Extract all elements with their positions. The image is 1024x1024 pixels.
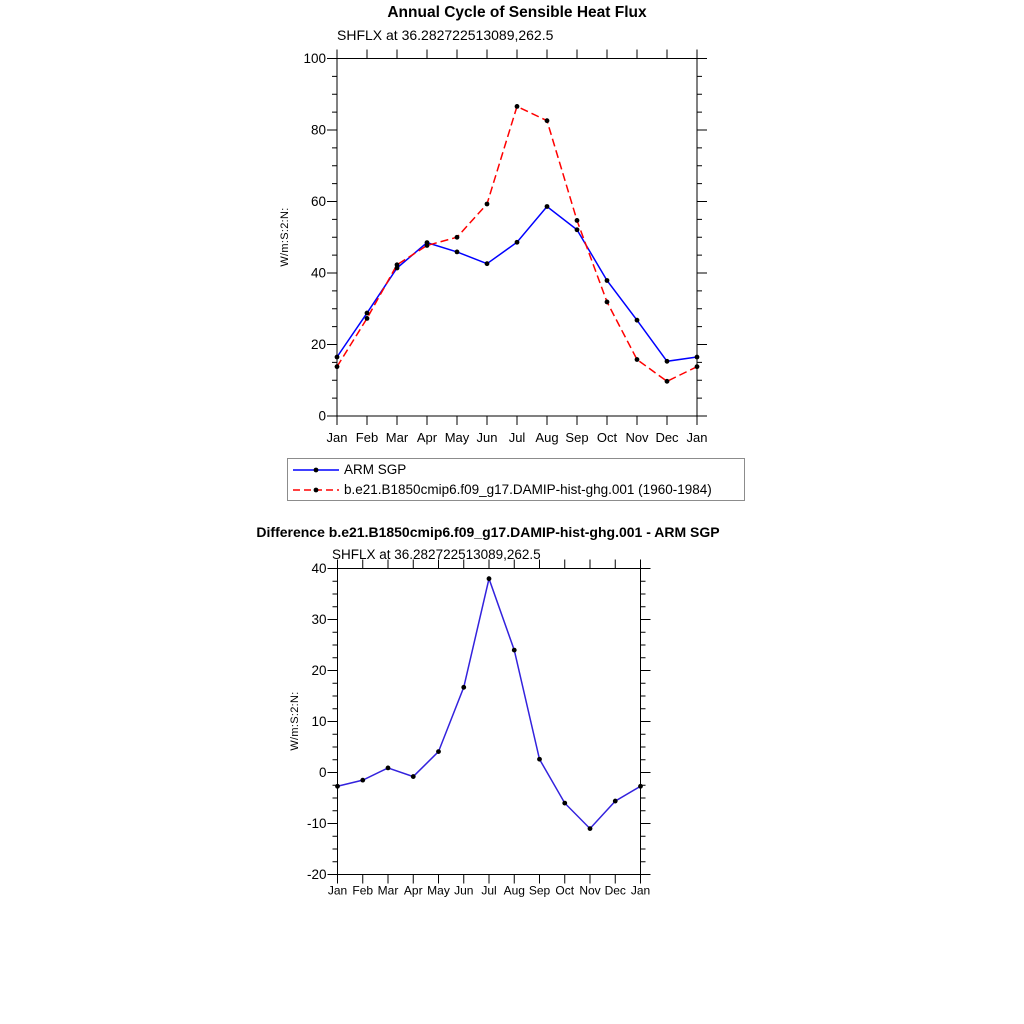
bottom-chart-y-axis-label: W/m:S:2:N: xyxy=(289,691,301,751)
top-chart-title: Annual Cycle of Sensible Heat Flux xyxy=(387,4,647,21)
legend-label: ARM SGP xyxy=(344,462,407,477)
x-tick-label: Oct xyxy=(596,430,618,445)
x-tick-label: Aug xyxy=(503,883,525,898)
series-line xyxy=(338,579,641,829)
legend-item-arm-sgp xyxy=(288,460,744,480)
tick-labels xyxy=(307,561,650,898)
x-tick-label: Sep xyxy=(565,430,589,445)
axis-ticks xyxy=(328,560,651,884)
y-tick-label: 40 xyxy=(310,265,326,281)
x-tick-label: Apr xyxy=(403,883,423,898)
plot-frame xyxy=(337,59,697,417)
series-line xyxy=(337,207,697,362)
y-tick-label: 20 xyxy=(310,337,326,352)
legend-line-marker-icon xyxy=(289,464,342,476)
y-tick-label: 10 xyxy=(311,714,327,729)
y-tick-label: 0 xyxy=(318,408,326,424)
x-tick-label: Apr xyxy=(416,430,438,445)
y-tick-label: 0 xyxy=(318,765,327,780)
top-chart-plot xyxy=(303,50,707,446)
x-tick-label: Jan xyxy=(630,883,651,898)
plot-frame xyxy=(338,569,641,875)
x-tick-label: Feb xyxy=(352,883,374,898)
x-tick-label: Jan xyxy=(327,883,348,898)
y-tick-label: 30 xyxy=(311,612,327,627)
x-tick-label: Jan xyxy=(326,430,348,445)
x-tick-label: Nov xyxy=(625,430,649,445)
x-tick-label: Jan xyxy=(686,430,708,445)
legend-line-marker-icon xyxy=(289,484,342,496)
legend xyxy=(287,458,745,501)
x-tick-label: Jun xyxy=(476,430,498,445)
x-tick-label: Dec xyxy=(655,430,679,445)
x-tick-label: Aug xyxy=(535,430,559,445)
x-tick-label: Mar xyxy=(385,430,409,445)
y-tick-label: 60 xyxy=(310,194,326,209)
series-markers xyxy=(335,204,700,364)
x-tick-label: Mar xyxy=(377,883,399,898)
tick-labels xyxy=(303,51,707,445)
x-tick-label: Dec xyxy=(604,883,626,898)
y-tick-label: 20 xyxy=(311,663,327,678)
x-tick-label: May xyxy=(427,883,450,898)
y-tick-label: -10 xyxy=(306,816,327,831)
x-tick-label: Jun xyxy=(454,883,474,898)
top-chart-subtitle: SHFLX at 36.282722513089,262.5 xyxy=(337,27,554,43)
legend-label: b.e21.B1850cmip6.f09_g17.DAMIP-hist-ghg.001 (1960-1984) xyxy=(344,482,712,497)
y-tick-label: 100 xyxy=(303,51,326,66)
y-tick-label: -20 xyxy=(306,867,327,882)
x-tick-label: Feb xyxy=(355,430,379,445)
x-tick-label: Jul xyxy=(481,883,497,898)
series-markers xyxy=(335,576,643,831)
top-chart-y-axis-label: W/m:S:2:N: xyxy=(279,207,291,267)
x-tick-label: Nov xyxy=(579,883,601,898)
x-tick-label: Oct xyxy=(555,883,575,898)
bottom-chart-subtitle: SHFLX at 36.282722513089,262.5 xyxy=(332,547,541,562)
y-tick-label: 40 xyxy=(311,561,327,576)
x-tick-label: May xyxy=(444,430,470,445)
bottom-chart-title: Difference b.e21.B1850cmip6.f09_g17.DAMIP-hist-ghg.001 - ARM SGP xyxy=(256,524,720,540)
x-tick-label: Sep xyxy=(528,883,551,898)
bottom-chart-plot xyxy=(307,560,651,898)
legend-item-model-run xyxy=(288,480,744,500)
x-tick-label: Jul xyxy=(508,430,526,445)
y-tick-label: 80 xyxy=(310,122,326,138)
